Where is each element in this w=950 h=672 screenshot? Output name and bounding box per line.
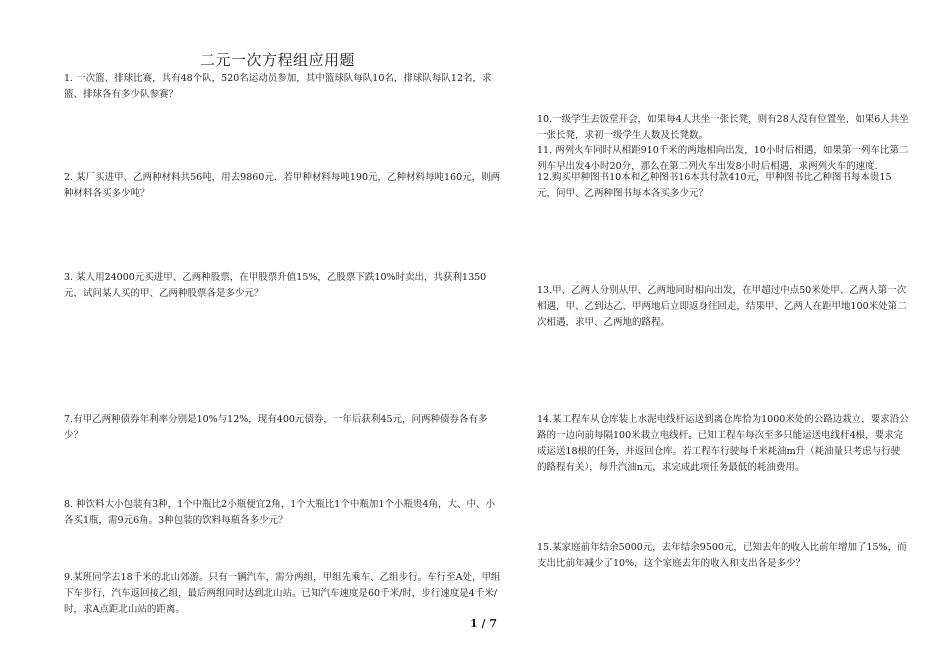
problem-9: 9.某班同学去18千米的北山郊游。只有一辆汽车，需分两组，甲组先乘车、乙组步行。车行至A处，甲组下车步行，汽车返回接乙组，最后两组同时达到北山站。已知汽车速度是60千米/时，步行速度是4千米/时，求A点距北山站的距离。 <box>64 572 501 615</box>
problem-15: 15.某家庭前年结余5000元，去年结余9500元，已知去年的收入比前年增加了15%，而支出比前年减少了10%，这个家庭去年的收入和支出各是多少？ <box>537 542 907 569</box>
problem-3: 3. 某人用24000元买进甲、乙两种股票，在甲股票升值15%，乙股票下跌10%时卖出，共获利1350元，试问某人买的甲、乙两种股票各是多少元？ <box>64 272 487 299</box>
problem-7: 7.有甲乙两种债券年利率分别是10%与12%，现有400元债券，一年后获利45元，问两种债券各有多少？ <box>64 414 488 441</box>
problem-11: 11. 两列火车同时从相距910千米的两地相向出发，10小时后相遇，如果第一列车比第二列车早出发4小时20分，那么在第二列火车出发8小时后相遇，求两列火车的速度． <box>537 145 909 172</box>
problem-13: 13.甲、乙两人分别从甲、乙两地同时相向出发，在甲超过中点50米处甲、乙两人第一次相遇，甲、乙到达乙、甲两地后立即返身往回走，结果甲、乙两人在距甲地100米处第二次相遇，求甲、乙两地的路程。 <box>537 285 907 328</box>
problem-14: 14.某工程车从仓库装上水泥电线杆运送到离仓库恰为1000米处的公路边栽立，要求沿公路的一边向前每隔100米栽立电线杆。已知工程车每次至多只能运送电线杆4根，要求完成运送18根的任务，并返回仓库。若工程车行驶每千米耗油m升（耗油量只考虑与行驶的路程有关），每升汽油n元，求完成此项任务最低的耗油费用。 <box>537 414 909 473</box>
problem-2: 2. 某厂买进甲、乙两种材料共56吨，用去9860元．若甲种材料每吨190元，乙种材料每吨160元，则两种材料各买多少吨？ <box>64 172 501 199</box>
problem-12: 12.购买甲种图书10本和乙种图书16本共付款410元，甲种图书比乙种图书每本贵15元，问甲、乙两种图书每本各买多少元？ <box>537 172 892 199</box>
problem-1: 1. 一次篮、排球比赛，共有48个队，520名运动员参加，其中篮球队每队10名，排球队每队12名，求篮、排球各有多少队参赛？ <box>64 73 492 100</box>
problem-8: 8. 种饮料大小包装有3种，1个中瓶比2小瓶便宜2角，1个大瓶比1个中瓶加1个小瓶贵4角，大、中、小各买1瓶，需9元6角。3种包装的饮料每瓶各多少元？ <box>64 499 495 526</box>
page-number: 1 / 7 <box>470 617 497 630</box>
page-title: 二元一次方程组应用题 <box>200 51 356 69</box>
problem-10: 10.一级学生去饭堂开会，如果每4人共坐一张长凳，则有28人没有位置坐，如果6人共坐一张长凳，求初一级学生人数及长凳数。 <box>537 114 909 141</box>
